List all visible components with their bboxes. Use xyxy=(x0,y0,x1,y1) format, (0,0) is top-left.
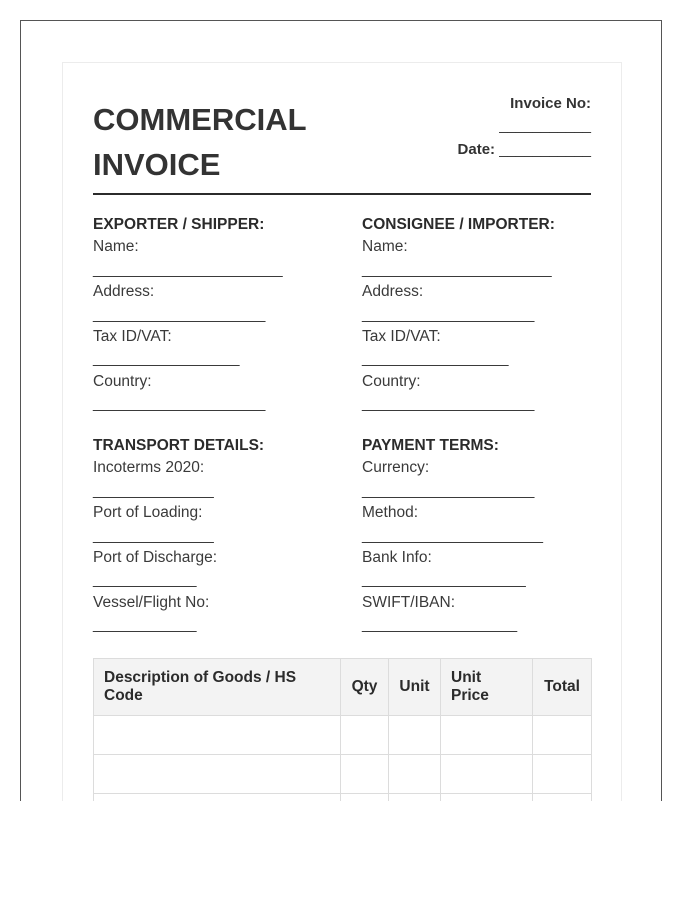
table-cell[interactable] xyxy=(94,755,341,794)
table-cell[interactable] xyxy=(94,716,341,755)
port-loading-label: Port of Loading: xyxy=(93,504,203,522)
table-cell[interactable] xyxy=(94,794,341,802)
table-cell[interactable] xyxy=(389,716,441,755)
table-cell[interactable] xyxy=(389,755,441,794)
method-label: Method: xyxy=(362,504,419,522)
header-unit-price: Unit Price xyxy=(441,659,533,716)
date-row xyxy=(458,139,591,161)
table-cell[interactable] xyxy=(441,794,533,802)
document-viewport xyxy=(20,20,662,801)
currency-field[interactable]: ____________________ xyxy=(362,481,535,499)
vessel-flight-label: Vessel/Flight No: xyxy=(93,593,210,611)
port-discharge-label: Port of Discharge: xyxy=(93,549,218,567)
consignee-heading: CONSIGNEE / IMPORTER: xyxy=(362,216,555,233)
table-cell[interactable] xyxy=(533,716,592,755)
exporter-tax-field[interactable]: _________________ xyxy=(93,350,240,368)
method-field[interactable]: _____________________ xyxy=(362,526,544,544)
exporter-tax-label: Tax ID/VAT: xyxy=(93,328,172,346)
header-description: Description of Goods / HS Code xyxy=(94,659,341,716)
incoterms-label: Incoterms 2020: xyxy=(93,459,205,477)
title-line-2: INVOICE xyxy=(93,147,221,182)
transport-section xyxy=(93,435,323,637)
invoice-meta xyxy=(458,93,591,161)
consignee-name-field[interactable]: ______________________ xyxy=(362,260,552,278)
swift-iban-label: SWIFT/IBAN: xyxy=(362,593,455,611)
table-cell[interactable] xyxy=(341,716,389,755)
exporter-country-label: Country: xyxy=(93,372,152,390)
exporter-section xyxy=(93,214,323,416)
swift-iban-field[interactable]: __________________ xyxy=(362,616,518,634)
incoterms-field[interactable]: ______________ xyxy=(93,481,214,499)
table-cell[interactable] xyxy=(533,794,592,802)
currency-label: Currency: xyxy=(362,459,430,477)
table-cell[interactable] xyxy=(441,755,533,794)
exporter-address-field[interactable]: ____________________ xyxy=(93,305,266,323)
goods-table xyxy=(93,658,592,801)
bank-info-label: Bank Info: xyxy=(362,549,432,567)
invoice-page xyxy=(62,62,622,801)
exporter-name-label: Name: xyxy=(93,238,139,256)
port-discharge-field[interactable]: ____________ xyxy=(93,571,197,589)
consignee-section xyxy=(362,214,592,416)
exporter-address-label: Address: xyxy=(93,283,155,301)
header-divider xyxy=(93,193,591,195)
consignee-name-label: Name: xyxy=(362,238,408,256)
table-row xyxy=(94,794,592,802)
header-unit: Unit xyxy=(389,659,441,716)
table-cell[interactable] xyxy=(341,755,389,794)
table-header-row xyxy=(94,659,592,716)
consignee-country-field[interactable]: ____________________ xyxy=(362,395,535,413)
table-cell[interactable] xyxy=(533,755,592,794)
date-field[interactable]: ___________ xyxy=(499,141,591,158)
title-line-1: COMMERCIAL xyxy=(93,102,307,137)
consignee-tax-label: Tax ID/VAT: xyxy=(362,328,441,346)
invoice-no-label: Invoice No: xyxy=(510,95,591,112)
consignee-address-label: Address: xyxy=(362,283,424,301)
transport-heading: TRANSPORT DETAILS: xyxy=(93,437,265,454)
vessel-flight-field[interactable]: ____________ xyxy=(93,616,197,634)
date-label: Date: xyxy=(457,141,496,158)
consignee-country-label: Country: xyxy=(362,372,421,390)
invoice-no-field[interactable]: ___________ xyxy=(499,117,591,134)
payment-heading: PAYMENT TERMS: xyxy=(362,437,499,454)
payment-section xyxy=(362,435,592,637)
table-cell[interactable] xyxy=(441,716,533,755)
exporter-heading: EXPORTER / SHIPPER: xyxy=(93,216,265,233)
table-row xyxy=(94,716,592,755)
bank-info-field[interactable]: ___________________ xyxy=(362,571,526,589)
port-loading-field[interactable]: ______________ xyxy=(93,526,214,544)
consignee-tax-field[interactable]: _________________ xyxy=(362,350,509,368)
header-qty: Qty xyxy=(341,659,389,716)
table-row xyxy=(94,755,592,794)
header-total: Total xyxy=(533,659,592,716)
table-cell[interactable] xyxy=(341,794,389,802)
exporter-country-field[interactable]: ____________________ xyxy=(93,395,266,413)
exporter-name-field[interactable]: ______________________ xyxy=(93,260,283,278)
document-title xyxy=(93,97,307,187)
table-cell[interactable] xyxy=(389,794,441,802)
consignee-address-field[interactable]: ____________________ xyxy=(362,305,535,323)
goods-table-wrap xyxy=(93,658,591,801)
